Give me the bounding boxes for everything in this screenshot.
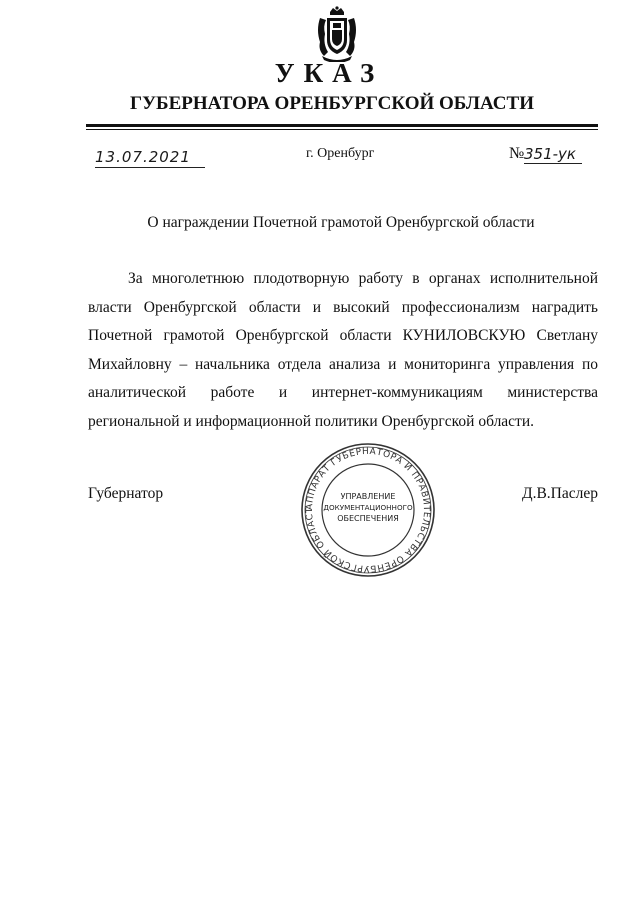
- stamp-line-1: УПРАВЛЕНИЕ: [340, 492, 396, 501]
- coat-of-arms-icon: [314, 6, 360, 62]
- header-divider-thin: [86, 129, 598, 130]
- document-body: За многолетнюю плодотворную работу в органах исполнительной власти Оренбургской области и высокий профессионализм наградить Почетной грамотой Оренбургской области КУНИЛОВСКУЮ Светлану Михайловну – начальника отдела анализа и мониторинга управления по аналитической работе и интернет-коммуникациям министерства региональной и информационной политики Оренбургской области.: [88, 270, 598, 430]
- document-subtitle: ГУБЕРНАТОРА ОРЕНБУРГСКОЙ ОБЛАСТИ: [130, 93, 534, 114]
- document-subject: О награждении Почетной грамотой Оренбургской области: [147, 214, 535, 231]
- stamp-ring-text: АППАРАТ ГУБЕРНАТОРА И ПРАВИТЕЛЬСТВА ОРЕНБУРГСКОЙ ОБЛАСТ: [304, 446, 432, 574]
- document-city: г. Оренбург: [306, 146, 375, 161]
- stamp-line-2: ДОКУМЕНТАЦИОННОГО: [323, 503, 413, 512]
- document-title: УКАЗ: [274, 58, 384, 88]
- document-number: 351-ук: [524, 145, 582, 164]
- signer-name: Д.В.Паслер: [522, 485, 598, 502]
- document-date: 13.07.2021: [95, 148, 205, 168]
- signer-role: Губернатор: [88, 485, 164, 502]
- stamp-line-3: ОБЕСПЕЧЕНИЯ: [337, 514, 399, 523]
- number-sign: №: [509, 145, 525, 162]
- header-divider-thick: [86, 124, 598, 127]
- official-stamp: [298, 440, 438, 580]
